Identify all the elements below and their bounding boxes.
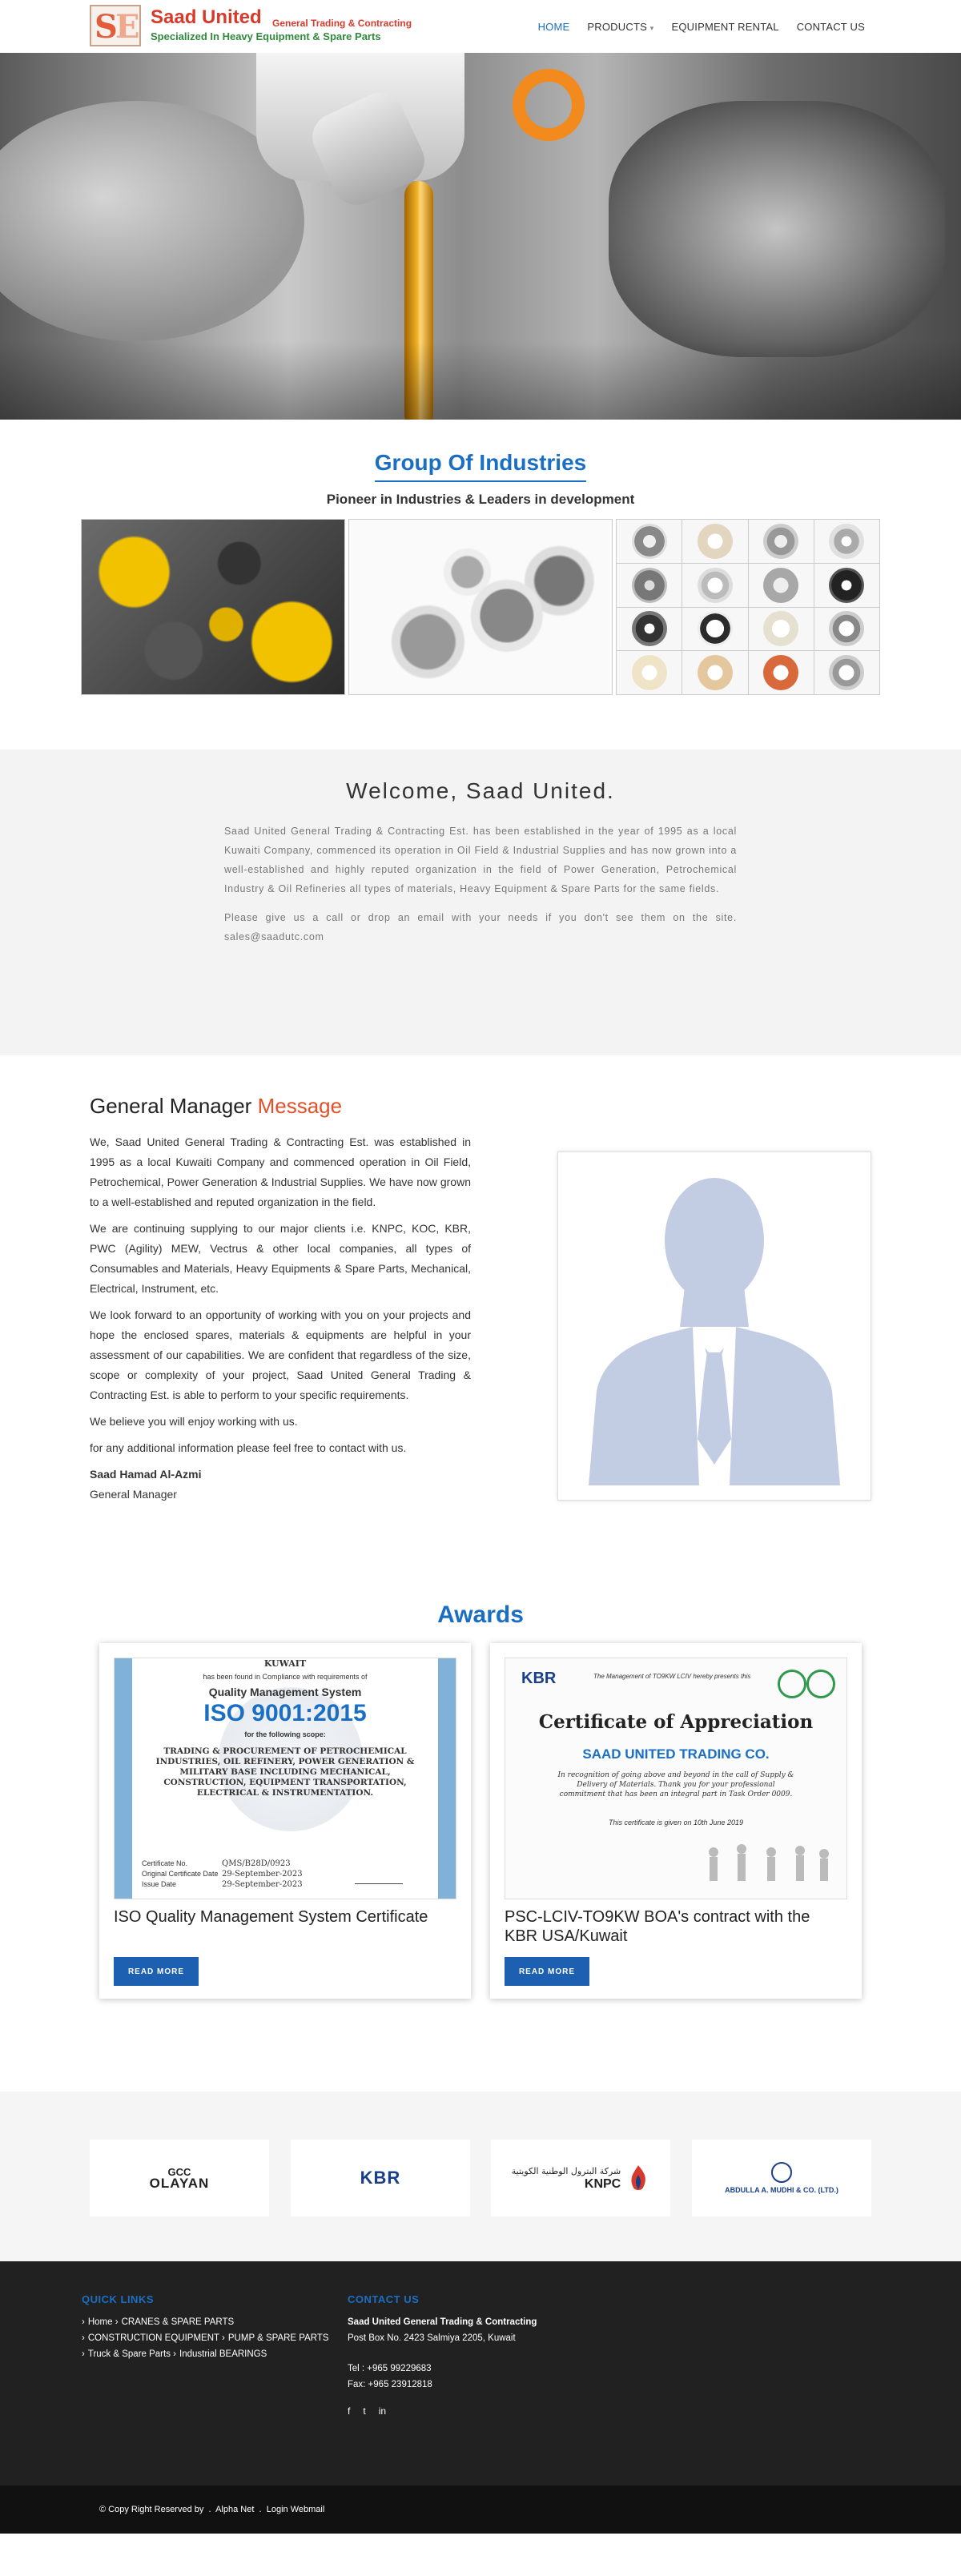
gm-photo bbox=[573, 1167, 856, 1485]
logo-subtitle: General Trading & Contracting bbox=[272, 18, 412, 29]
site-header bbox=[0, 0, 961, 53]
logo-letter-s: S bbox=[94, 8, 118, 46]
partner-logo-mudhi[interactable] bbox=[692, 2140, 871, 2216]
flame-icon bbox=[627, 2164, 649, 2192]
awards-title: Awards bbox=[437, 1601, 524, 1628]
olayan-logo bbox=[150, 2167, 210, 2189]
social-links bbox=[348, 2405, 386, 2417]
read-more-button[interactable]: READ MORE bbox=[114, 1957, 199, 1986]
chevron-right-icon: › bbox=[173, 2349, 176, 2359]
nav-products-label: PRODUCTS bbox=[587, 21, 647, 33]
grid-cell bbox=[814, 564, 879, 607]
twitter-icon[interactable]: t bbox=[363, 2405, 366, 2417]
signature-line bbox=[355, 1855, 403, 1884]
award-title: ISO Quality Management System Certificate bbox=[114, 1908, 428, 1926]
logo[interactable] bbox=[90, 5, 426, 48]
footer-link-pump[interactable]: PUMP & SPARE PARTS bbox=[227, 2333, 329, 2343]
contact-fax: Fax: +965 23912818 bbox=[348, 2380, 432, 2389]
copyright bbox=[99, 2505, 324, 2514]
cert-title: Certificate of Appreciation bbox=[538, 1711, 814, 1733]
separator: . bbox=[208, 2505, 211, 2514]
cert-compliance: has been found in Compliance with requirements of bbox=[203, 1673, 368, 1681]
gm-title bbox=[90, 1094, 342, 1119]
award-card bbox=[99, 1643, 471, 1999]
main-nav bbox=[538, 21, 865, 33]
cert-management: The Management of TO9KW LCIV hereby presents this bbox=[593, 1673, 751, 1680]
welcome-section bbox=[0, 749, 961, 1055]
cert-meta-value: QMS/B28D/0923 bbox=[222, 1859, 291, 1868]
badge-icon bbox=[778, 1670, 806, 1698]
hero-banner bbox=[0, 53, 961, 420]
cert-meta bbox=[142, 1859, 303, 1890]
silhouette-icon bbox=[573, 1167, 856, 1485]
gm-paragraph: for any additional information please feel free to contact with us. bbox=[90, 1441, 407, 1454]
gm-paragraph: We look forward to an opportunity of working with you on your projects and hope the enclosed spares, materials & equipments are helpful in your assessment of our capabilities. We are confident that regardless of the size, scope or complexity of your project, Saad United General Trading & Contracting Est. is able to perform to your specific requirements. bbox=[90, 1308, 471, 1401]
chevron-right-icon: › bbox=[222, 2333, 225, 2343]
awards-cards bbox=[99, 1643, 862, 1999]
footer-link-truck[interactable]: Truck & Spare Parts bbox=[87, 2349, 171, 2359]
cert-given: This certificate is given on 10th June 2019 bbox=[608, 1818, 744, 1827]
grid-cell bbox=[749, 520, 814, 563]
chevron-right-icon: › bbox=[115, 2317, 119, 2327]
cert-meta-row bbox=[142, 1859, 303, 1869]
logo-mark bbox=[90, 5, 141, 46]
gm-message-section bbox=[0, 1055, 961, 1601]
mudhi-logo bbox=[725, 2162, 838, 2194]
grid-cell bbox=[814, 608, 879, 651]
gm-message-text bbox=[90, 1132, 471, 1511]
cert-meta-row bbox=[142, 1879, 303, 1890]
grid-cell bbox=[814, 520, 879, 563]
footer-link-cranes[interactable]: CRANES & SPARE PARTS bbox=[121, 2317, 235, 2327]
spacer bbox=[348, 2346, 537, 2361]
nav-home[interactable]: HOME bbox=[537, 21, 570, 33]
contact-title: CONTACT US bbox=[348, 2293, 420, 2305]
tile-bearings[interactable] bbox=[348, 519, 613, 695]
quick-links bbox=[82, 2314, 329, 2362]
footer-link-bearings[interactable]: Industrial BEARINGS bbox=[179, 2349, 267, 2359]
grid-cell bbox=[617, 564, 682, 607]
knpc-logo bbox=[512, 2165, 621, 2191]
knpc-arabic: شركة البترول الوطنية الكويتية bbox=[511, 2166, 621, 2176]
contact-tel[interactable]: Tel : +965 99229683 bbox=[348, 2364, 432, 2373]
hero-engine-part bbox=[609, 101, 945, 357]
cert-meta-value: 29-September-2023 bbox=[222, 1870, 303, 1879]
grid-cell bbox=[682, 564, 747, 607]
logo-tagline: Specialized In Heavy Equipment & Spare Parts bbox=[151, 30, 381, 42]
nav-contact-us[interactable]: CONTACT US bbox=[796, 21, 865, 33]
grid-cell bbox=[749, 608, 814, 651]
appreciation-certificate-image[interactable] bbox=[505, 1658, 847, 1899]
welcome-title: Welcome, Saad United. bbox=[346, 778, 615, 803]
knpc-text: KNPC bbox=[584, 2177, 621, 2191]
awards-section bbox=[0, 1601, 961, 2092]
kbr-logo: KBR bbox=[360, 2168, 401, 2188]
logo-letter-e: E bbox=[115, 8, 140, 46]
chevron-right-icon: › bbox=[82, 2317, 85, 2327]
separator: . bbox=[259, 2505, 262, 2514]
certificate bbox=[115, 1658, 456, 1899]
grid-cell bbox=[682, 520, 747, 563]
cert-header: KUWAIT bbox=[263, 1658, 307, 1669]
grid-cell bbox=[617, 520, 682, 563]
grid-cell bbox=[814, 651, 879, 694]
chevron-right-icon: › bbox=[82, 2349, 85, 2359]
badge-icon bbox=[806, 1670, 835, 1698]
quick-links-row bbox=[82, 2314, 329, 2330]
group-subtitle: Pioneer in Industries & Leaders in development bbox=[326, 492, 635, 507]
partners-section bbox=[0, 2092, 961, 2261]
nav-products[interactable] bbox=[587, 21, 653, 33]
grid-cell bbox=[682, 608, 747, 651]
linkedin-icon[interactable]: in bbox=[378, 2405, 387, 2417]
cert-meta-value: 29-September-2023 bbox=[222, 1880, 303, 1889]
login-webmail-link[interactable]: Login Webmail bbox=[266, 2505, 325, 2514]
kbr-logo: KBR bbox=[521, 1670, 557, 1687]
hero-oil-cap bbox=[513, 69, 585, 141]
alpha-net-link[interactable]: Alpha Net bbox=[215, 2505, 255, 2514]
group-of-industries bbox=[0, 420, 961, 749]
logo-name: Saad United bbox=[151, 6, 262, 28]
welcome-contact-paragraph: Please give us a call or drop an email with your needs if you don't see them on the site. sales@saadutc.com bbox=[224, 912, 737, 942]
award-title: PSC-LCIV-TO9KW BOA's contract with the KBR USA/Kuwait bbox=[505, 1908, 810, 1945]
gm-paragraph: We believe you will enjoy working with us. bbox=[90, 1415, 298, 1428]
cert-recognition: In recognition of going above and beyond in the call of Supply & Delivery of Materials. Thank you for your professional commitment that has been an integral part in Task Order 0009. bbox=[557, 1771, 794, 1798]
cert-meta-label: Certificate No. bbox=[142, 1859, 188, 1867]
cert-scope: TRADING & PROCUREMENT OF PETROCHEMICAL INDUSTRIES, OIL REFINERY, POWER GENERATION & MILITARY BASE INCLUDING MECHANICAL, CONSTRUCTION, EQUIPMENT TRANSPORTATION, ELECTRICAL & INSTRUMENTATION. bbox=[155, 1746, 415, 1798]
group-title: Group Of Industries bbox=[375, 450, 586, 482]
gm-photo-frame bbox=[557, 1151, 871, 1501]
grid-cell bbox=[749, 651, 814, 694]
tile-pump-parts[interactable] bbox=[616, 519, 880, 695]
facebook-icon[interactable]: f bbox=[348, 2405, 351, 2417]
cert-company: SAAD UNITED TRADING CO. bbox=[582, 1746, 770, 1762]
grid-cell bbox=[749, 564, 814, 607]
quick-links-row bbox=[82, 2346, 329, 2362]
award-card bbox=[490, 1643, 862, 1999]
grid-cell bbox=[682, 651, 747, 694]
cert-meta-label: Issue Date bbox=[142, 1880, 177, 1888]
partner-logo-knpc[interactable] bbox=[491, 2140, 670, 2216]
olayan-line1: GCC bbox=[167, 2166, 191, 2178]
chevron-right-icon: › bbox=[82, 2333, 85, 2343]
site-footer bbox=[0, 2261, 961, 2486]
gm-signature-name: Saad Hamad Al-Azmi bbox=[90, 1468, 202, 1481]
emblem-icon bbox=[771, 2162, 792, 2183]
contact-info bbox=[348, 2314, 537, 2393]
gm-paragraph: We, Saad United General Trading & Contracting Est. was established in 1995 as a local Kuwaiti Company and commenced operation in Oil Field, Petrochemical, Power Generation & Industrial Supplies. We have now grown to a well-established and reputed organization in the field. bbox=[90, 1135, 471, 1208]
iso-certificate-image[interactable] bbox=[114, 1658, 456, 1899]
cert-scope-label: for the following scope: bbox=[244, 1730, 326, 1738]
gm-title-b: Message bbox=[257, 1094, 343, 1118]
certificate bbox=[505, 1658, 846, 1899]
footer-link-home[interactable]: Home bbox=[87, 2317, 113, 2327]
welcome-paragraph: Saad United General Trading & Contracting Est. has been established in the year of 1995 as a local Kuwaiti Company, commenced its operation in Oil Field & Industrial Supplies and has now grown into a well-established and highly reputed organization in the field of Power Generation, Petrochemical Industry & Oil Refineries all types of materials, Heavy Equipment & Spare Parts for the same fields. bbox=[224, 826, 737, 894]
gm-title-a: General Manager bbox=[90, 1094, 252, 1118]
nav-equipment-rental[interactable]: EQUIPMENT RENTAL bbox=[671, 21, 779, 33]
hero-shadow bbox=[0, 341, 961, 420]
figures-graphic bbox=[698, 1841, 834, 1891]
cert-standard: ISO 9001:2015 bbox=[203, 1700, 367, 1726]
chevron-down-icon: ▾ bbox=[649, 24, 654, 32]
gm-signature-title: General Manager bbox=[90, 1488, 177, 1501]
cert-meta-label: Original Certificate Date bbox=[142, 1870, 219, 1878]
cert-meta-row bbox=[142, 1869, 303, 1879]
quick-links-title: QUICK LINKS bbox=[82, 2293, 154, 2305]
grid-cell bbox=[617, 608, 682, 651]
read-more-button[interactable]: READ MORE bbox=[505, 1957, 589, 1986]
partner-logo-kbr[interactable] bbox=[291, 2140, 470, 2216]
olayan-line2: OLAYAN bbox=[149, 2176, 210, 2191]
gm-paragraph: We are continuing supplying to our major clients i.e. KNPC, KOC, KBR, PWC (Agility) MEW, Vectrus & other local companies, all types of Consumables and Materials, Heavy Equipments & Spare Parts, Mechanical, Electrical, Instrument, etc. bbox=[90, 1222, 471, 1295]
tile-spare-parts[interactable] bbox=[81, 519, 345, 695]
partner-logo-olayan[interactable] bbox=[90, 2140, 269, 2216]
footer-link-construction[interactable]: CONSTRUCTION EQUIPMENT bbox=[87, 2333, 219, 2343]
contact-address: Post Box No. 2423 Salmiya 2205, Kuwait bbox=[348, 2333, 516, 2343]
grid-cell bbox=[617, 651, 682, 694]
contact-company: Saad United General Trading & Contracting bbox=[348, 2317, 537, 2327]
copyright-text: © Copy Right Reserved by bbox=[99, 2505, 204, 2514]
quick-links-row bbox=[82, 2330, 329, 2346]
cert-system: Quality Management System bbox=[208, 1686, 362, 1698]
bottom-bar bbox=[0, 2486, 961, 2534]
mudhi-text: ABDULLA A. MUDHI & CO. (LTD.) bbox=[725, 2186, 838, 2194]
industry-tiles bbox=[0, 519, 961, 695]
